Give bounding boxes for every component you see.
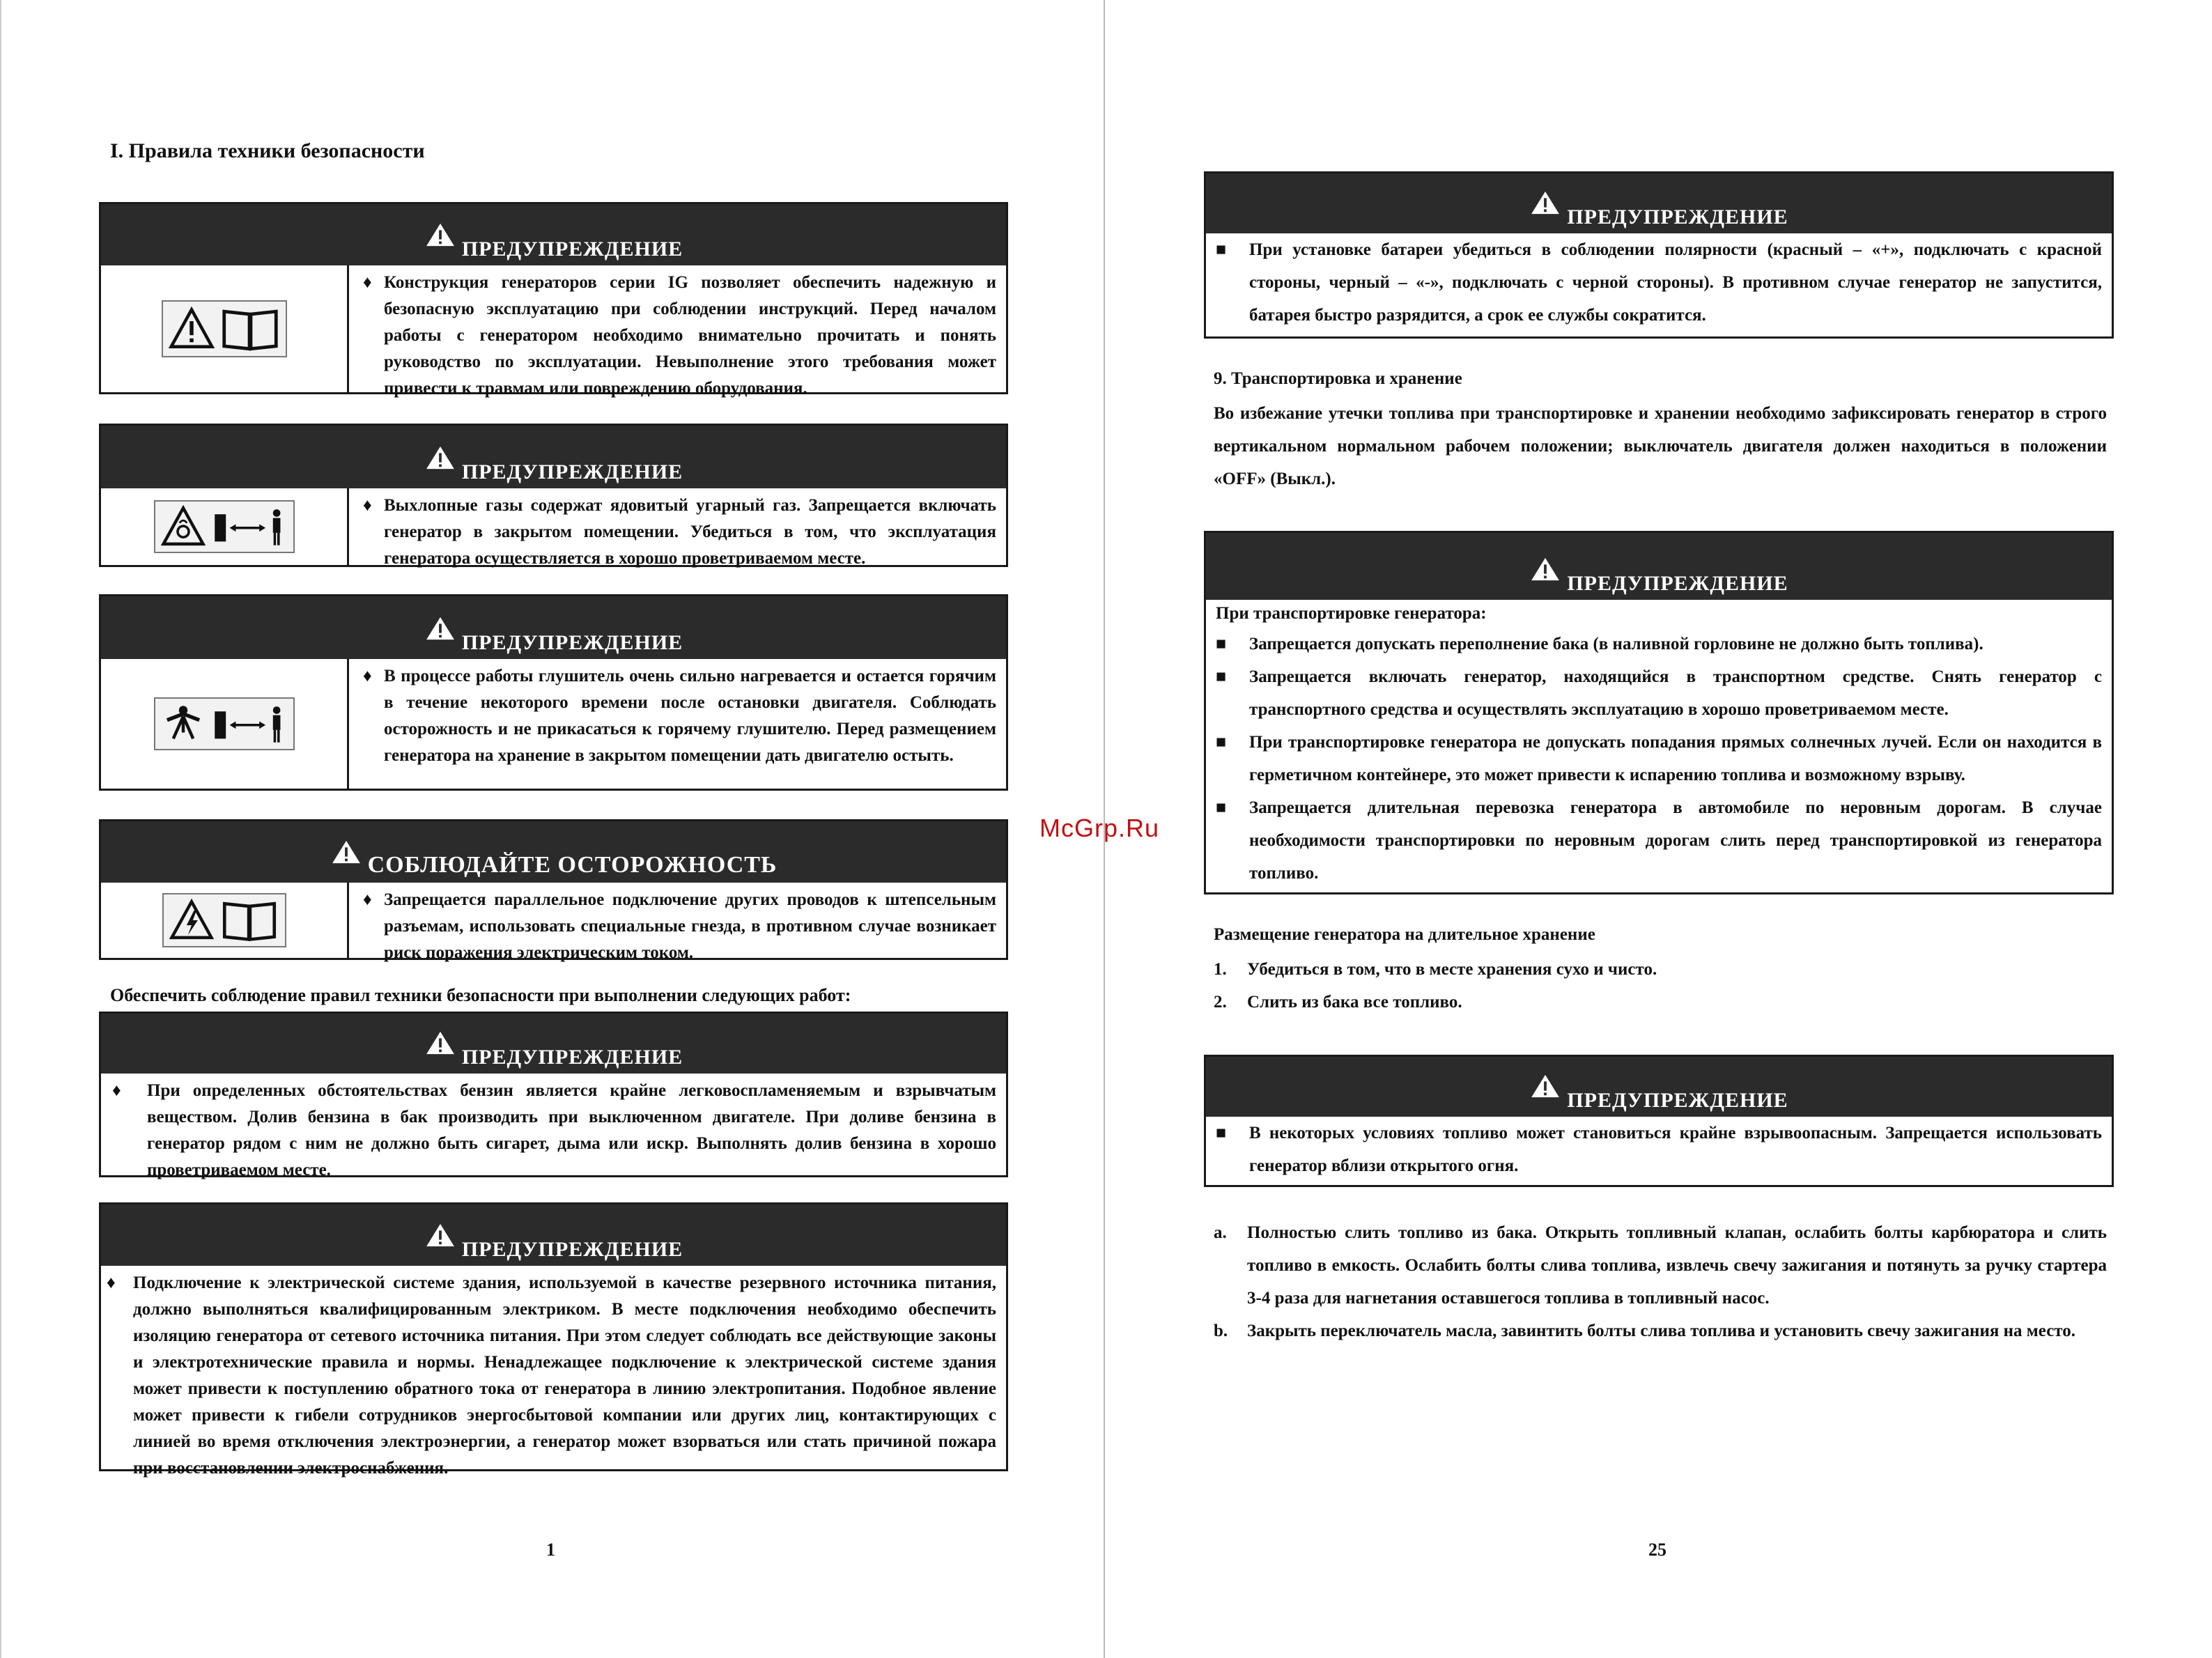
icon-cell xyxy=(101,883,349,958)
warning-header: ПРЕДУПРЕЖДЕНИЕ xyxy=(1206,533,2112,600)
read-manual-book-icon xyxy=(220,304,280,353)
warning-text: ♦ В процессе работы глушитель очень сильно нагревается и остается горячим в течение некоторого времени после остановки двигателя. Соблюдать осторожность и не прикасаться к горячему глушителю. Перед размещением генератора на хранение в закрытом помещении дать двигателю остыть. xyxy=(363,667,996,765)
warning-box-exhaust xyxy=(99,424,1008,567)
section-9-title: 9. Транспортировка и хранение xyxy=(1214,369,1462,388)
storage-list xyxy=(1214,953,2107,1018)
page-number: 25 xyxy=(1648,1540,1666,1560)
list-item: ■ Запрещается допускать переполнение бака (в наливной горловине не должно быть топлива). xyxy=(1216,635,1983,653)
caution-header: СОБЛЮДАЙТЕ ОСТОРОЖНОСТЬ xyxy=(101,821,1006,883)
warning-triangle-icon xyxy=(1529,1074,1561,1099)
list-item: 2. Слить из бака все топливо. xyxy=(1214,993,1462,1012)
hot-surface-icon xyxy=(161,702,206,746)
list-item: ■ При транспортировке генератора не допускать попадания прямых солнечных лучей. Если он находится в герметичном контейнере, это может привести к испарению топлива и возможному взрыву. xyxy=(1216,733,2102,784)
warning-triangle-icon xyxy=(424,222,456,247)
exhaust-gas-icon xyxy=(161,504,206,549)
transport-intro: При транспортировке генератора: xyxy=(1216,604,1487,623)
caution-box-electric xyxy=(99,819,1008,960)
warning-triangle-icon xyxy=(424,445,456,470)
list-item: b. Закрыть переключатель масла, завинтить болты слива топлива и установить свечу зажигания на место. xyxy=(1214,1322,2076,1340)
warning-text: ♦ Запрещается параллельное подключение других проводов к штепсельным разъемам, использовать специальные гнезда, в противном случае возникает риск поражения электрическим током. xyxy=(363,890,996,962)
warning-box-battery xyxy=(1204,171,2114,339)
list-item: a. Полностью слить топливо из бака. Открыть топливный клапан, ослабить болты карбюратора и слить топливо в емкость. Ослабить болты слива топлива, извлечь свечу зажигания и потянуть за ручку стартера 3-4 раза для нагнетания оставшегося топлива в топливный насос. xyxy=(1214,1223,2107,1308)
steps-list xyxy=(1214,1216,2107,1347)
warning-text: ♦ Выхлопные газы содержат ядовитый угарный газ. Запрещается включать генератор в закрытом помещении. Убедиться в том, что эксплуатация генератора осуществляется в хорошо проветриваемом месте. xyxy=(363,496,996,568)
warning-icon xyxy=(169,306,215,352)
warning-triangle-icon xyxy=(424,616,456,641)
list-item: ■ В некоторых условиях топливо может становиться крайне взрывоопасным. Запрещается использовать генератор вблизи открытого огня. xyxy=(1216,1124,2102,1175)
read-manual-book-icon xyxy=(219,897,279,943)
warning-box-manual xyxy=(99,202,1008,398)
list-item: ■ При установке батареи убедиться в соблюдении полярности (красный – «+», подключать с красной стороны, черный – «-», подключать с черной стороны). В противном случае генератор не запустится, батарея быстро разрядится, а срок ее службы сократится. xyxy=(1216,240,2102,325)
warning-box-muffler xyxy=(99,594,1008,791)
left-page xyxy=(0,0,1105,1658)
warning-header: ПРЕДУПРЕЖДЕНИЕ xyxy=(101,1014,1006,1074)
list-item: ■ Запрещается включать генератор, находящийся в транспортном средстве. Снять генератор с транспортного средства и осуществлять эксплуатацию в хорошо проветриваемом месте. xyxy=(1216,667,2102,719)
right-page xyxy=(1105,0,2212,1658)
warning-triangle-icon xyxy=(1529,557,1561,582)
list-item: ■ Запрещается длительная перевозка генератора в автомобиле по неровным дорогам. В случае необходимости транспортировки по неровным дорогам слить перед транспортировкой из генератора топливо. xyxy=(1216,798,2102,883)
warning-box-connection xyxy=(99,1202,1008,1478)
subtitle: Обеспечить соблюдение правил техники безопасности при выполнении следующих работ: xyxy=(110,985,851,1005)
icon-cell xyxy=(101,659,349,789)
warning-text: ♦ При определенных обстоятельствах бензин является крайне легковоспламеняемым и взрывчатым веществом. Долив бензина в бак производить при выключенном двигателе. При доливе бензина в генератор рядом с ним не должно быть сигарет, дыма или искр. Выполнять долив бензина в хорошо проветриваемом месте. xyxy=(112,1081,996,1179)
warning-header: ПРЕДУПРЕЖДЕНИЕ xyxy=(1206,1057,2112,1117)
warning-box-transport xyxy=(1204,531,2114,894)
warning-header: ПРЕДУПРЕЖДЕНИЕ xyxy=(101,204,1006,265)
electric-shock-icon xyxy=(169,898,214,943)
page-number: 1 xyxy=(546,1540,555,1560)
warning-text: ♦ Конструкция генераторов серии IG позволяет обеспечить надежную и безопасную эксплуатацию при соблюдении инструкций. Перед началом работы с генератором необходимо внимательно прочитать и понять руководство по эксплуатации. Невыполнение этого требования может привести к травмам или повреждению оборудования. xyxy=(363,273,996,398)
storage-title: Размещение генератора на длительное хранение xyxy=(1214,925,1595,944)
warning-triangle-icon xyxy=(424,1223,456,1248)
icon-cell xyxy=(101,488,349,565)
watermark[interactable]: McGrp.Ru xyxy=(1039,814,1160,842)
warning-header: ПРЕДУПРЕЖДЕНИЕ xyxy=(101,1204,1006,1266)
warning-triangle-icon xyxy=(1529,190,1561,215)
list-item: 1. Убедиться в том, что в месте хранения сухо и чисто. xyxy=(1214,960,1657,979)
section-title: I. Правила техники безопасности xyxy=(110,139,425,162)
warning-text: ♦ Подключение к электрической системе здания, используемой в качестве резервного источника питания, должно выполняться квалифицированным электриком. В месте подключения необходимо обеспечить изоляцию генератора от сетевого источника питания. При этом следует соблюдать все действующие законы и электротехнические правила и нормы. Ненадлежащее подключение к электрической системе здания может привести к поступлению обратного тока от генератора в линию электропитания. Подобное явление может привести к гибели сотрудников энергосбытовой компании или других лиц, контактирующих с линией во время отключения электроэнергии, а генератор может взорваться или стать причиной пожара при восстановлении электроснабжения. xyxy=(107,1273,996,1478)
keep-distance-icon xyxy=(211,702,288,746)
warning-header: ПРЕДУПРЕЖДЕНИЕ xyxy=(101,426,1006,488)
icon-cell xyxy=(101,265,349,392)
keep-distance-icon xyxy=(211,504,288,549)
warning-box-fuel-explosive xyxy=(1204,1055,2114,1187)
section-9-text: Во избежание утечки топлива при транспортировке и хранении необходимо зафиксировать генератор в строго вертикальном нормальном рабочем положении; выключатель двигателя должен находиться в положении «OFF» (Выкл.). xyxy=(1214,404,2107,488)
warning-triangle-icon xyxy=(330,839,362,865)
warning-triangle-icon xyxy=(424,1030,456,1055)
warning-header: ПРЕДУПРЕЖДЕНИЕ xyxy=(1206,173,2112,233)
warning-box-fuel xyxy=(99,1012,1008,1177)
warning-header: ПРЕДУПРЕЖДЕНИЕ xyxy=(101,596,1006,659)
